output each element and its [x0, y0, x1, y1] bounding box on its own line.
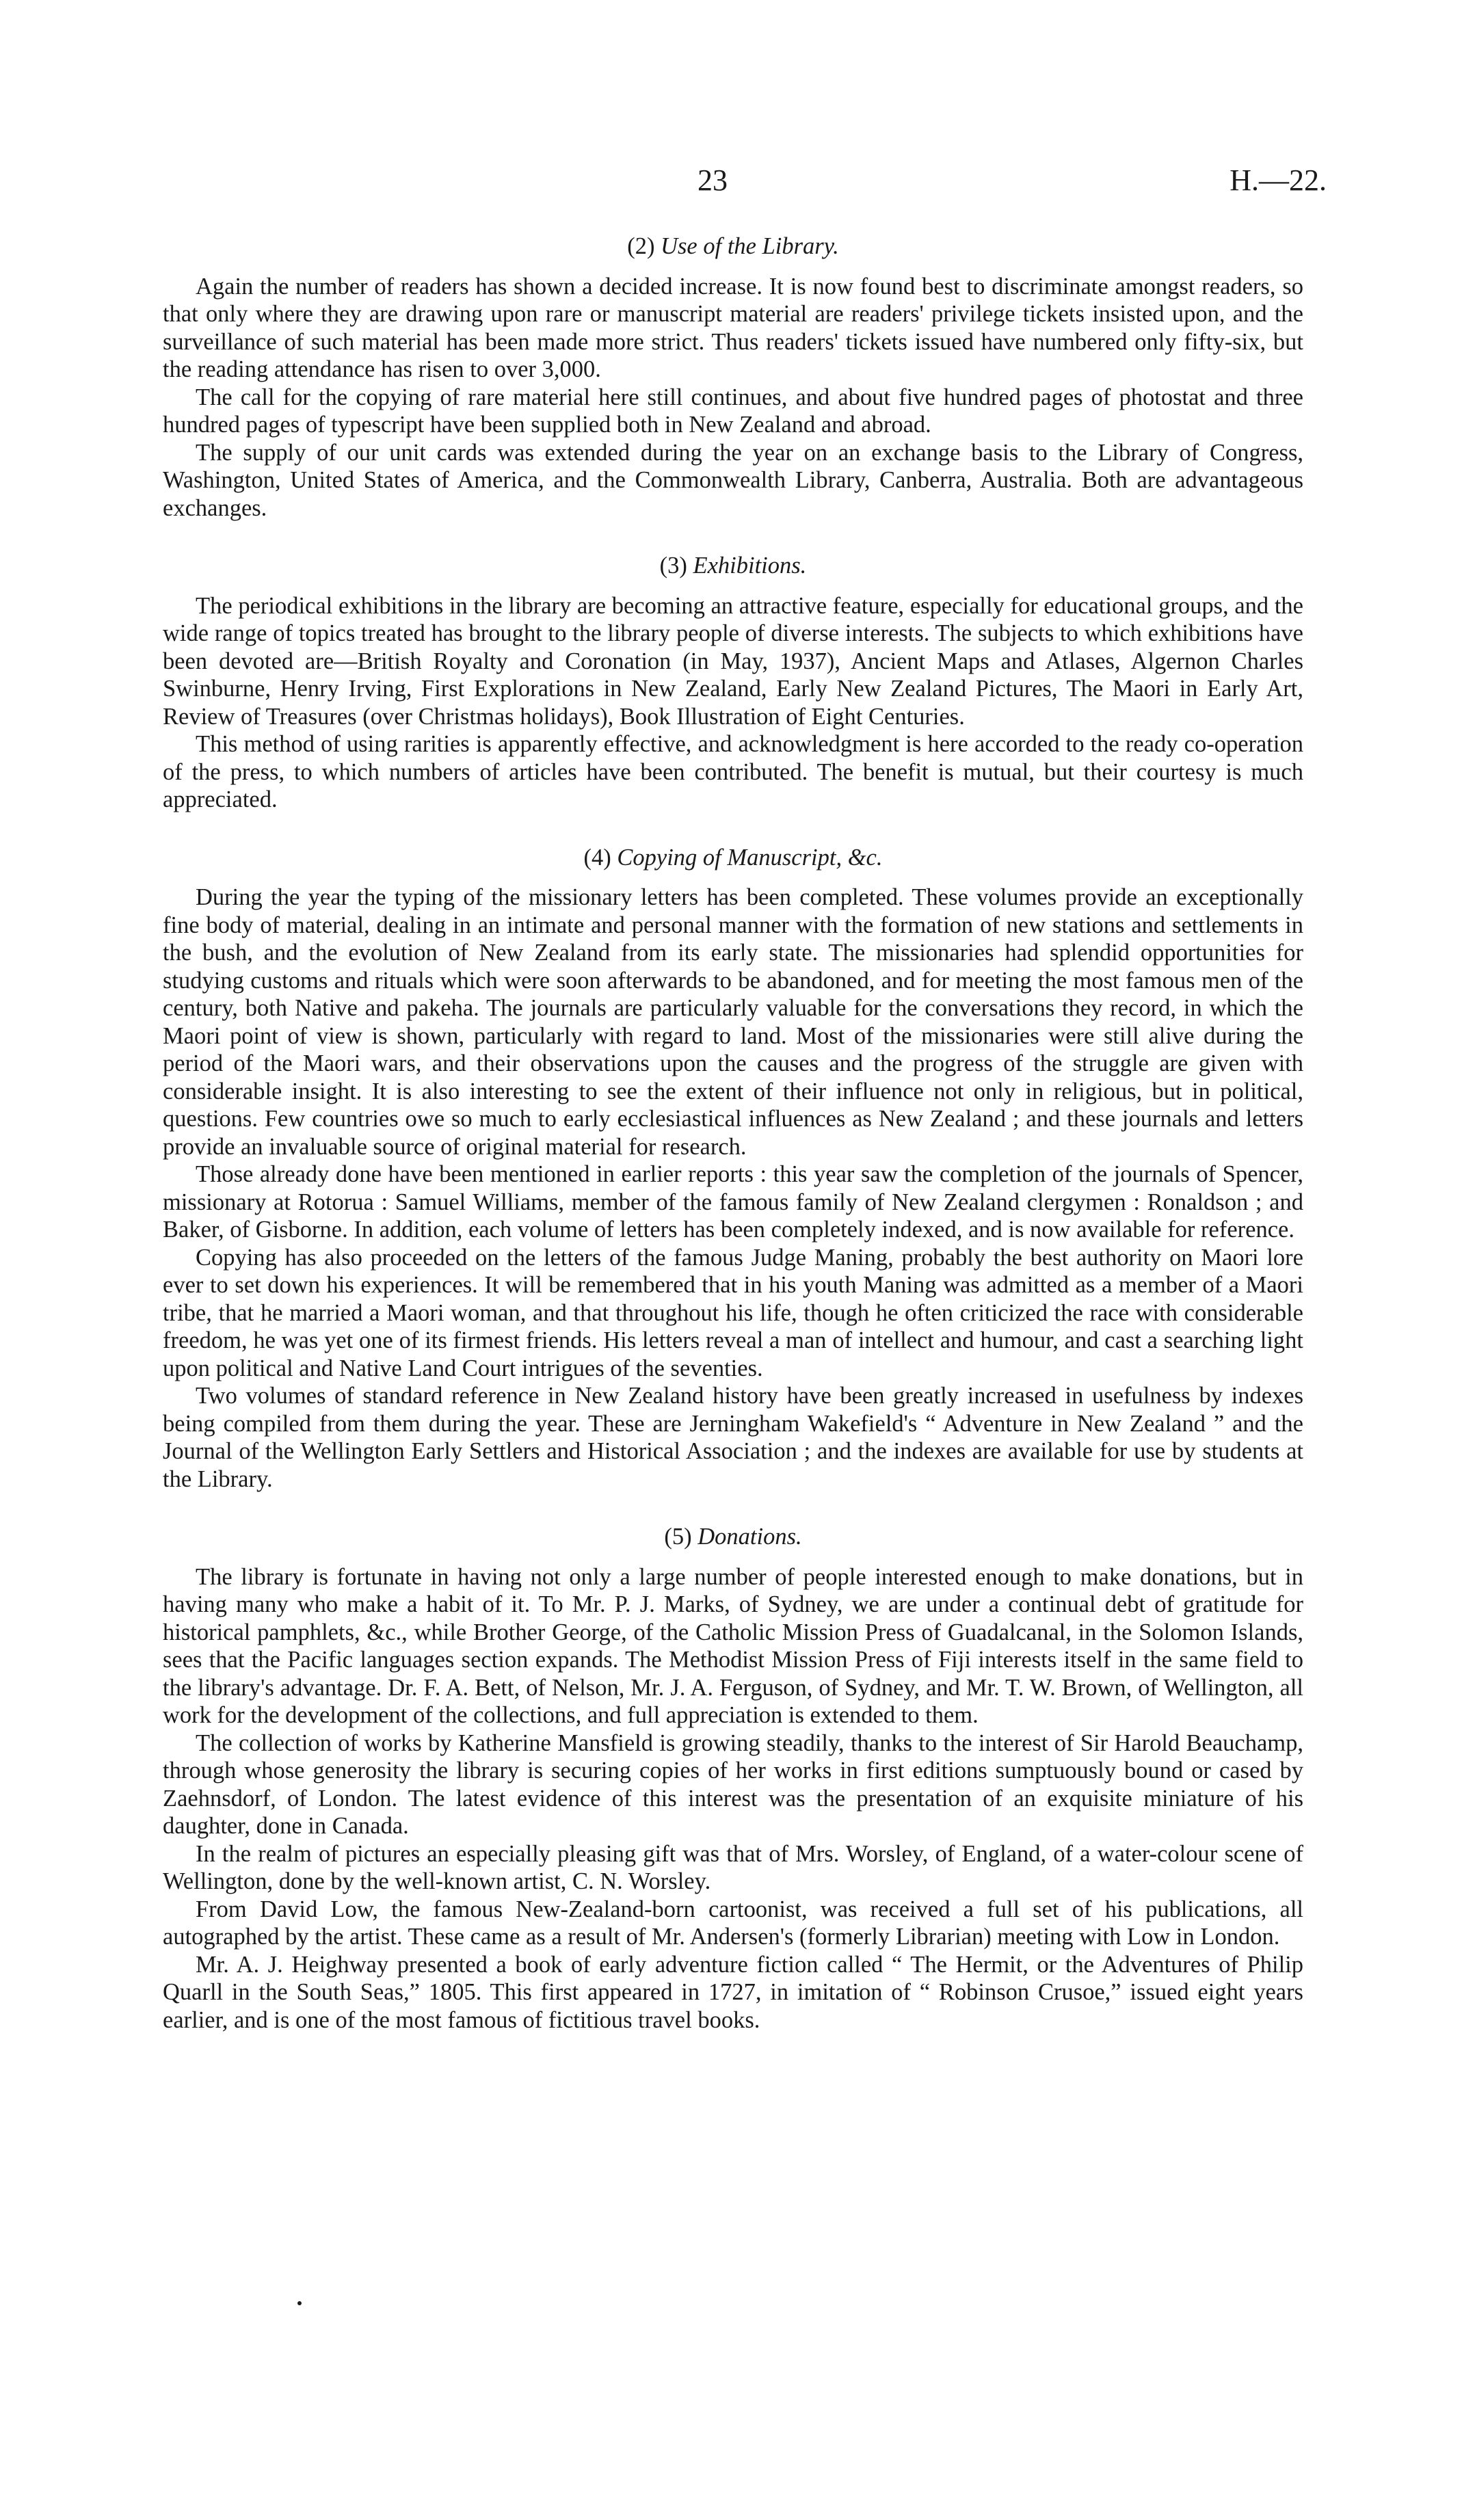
section-title: Donations.: [697, 1524, 802, 1550]
paragraph: Mr. A. J. Heighway presented a book of early adventure fiction called “ The Hermit, or the Adventures of Philip Quarll in the South Seas,” 1805. This first appeared in 1727, in imitation of “ Robinson Crusoe,” issued eight years earlier, and is one of the most famous of fictitious travel books.: [163, 1951, 1303, 2033]
paragraph: Again the number of readers has shown a decided increase. It is now found best to discriminate amongst readers, so that only where they are drawing upon rare or manuscript material are readers' privilege tickets insisted upon, and the surveillance of such material has been made more strict. Thus readers' tickets issued have numbered only fifty-six, but the reading attendance has risen to over 3,000.: [163, 273, 1303, 382]
section-title: Copying of Manuscript, &c.: [617, 844, 883, 871]
paragraph: The supply of our unit cards was extended during the year on an exchange basis to the Library of Congress, Washington, United States of America, and the Commonwealth Library, Canberra, Australia. Both are advantageous exchanges.: [163, 439, 1303, 521]
section-heading-use-of-library: [163, 233, 1303, 261]
page-number: 23: [697, 163, 728, 197]
section-title: Use of the Library.: [661, 233, 839, 259]
section-heading-exhibitions: [163, 552, 1303, 580]
section-number: (5): [664, 1524, 692, 1550]
paragraph: Copying has also proceeded on the letters of the famous Judge Maning, probably the best authority on Maori lore ever to set down his experiences. It will be remembered that in his youth Maning was admitted as a member of a Maori tribe, that he married a Maori woman, and that throughout his life, though he often criticized the race with considerable freedom, he was yet one of its firmest friends. His letters reveal a man of intellect and humour, and cast a searching light upon political and Native Land Court intrigues of the seventies.: [163, 1244, 1303, 1381]
stray-mark: [297, 2301, 302, 2305]
section-title: Exhibitions.: [693, 553, 807, 579]
paragraph: During the year the typing of the missionary letters has been completed. These volumes provide an exceptionally fine body of material, dealing in an intimate and personal manner with the formation of new stations and settlements in the bush, and the evolution of New Zealand from its early state. The missionaries had splendid opportunities for studying customs and rituals which were soon afterwards to be abandoned, and for meeting the most famous men of the century, both Native and pakeha. The journals are particularly valuable for the conversations they record, in which the Maori point of view is shown, particularly with regard to land. Most of the missionaries were still alive during the period of the Maori wars, and their observations upon the causes and the progress of the struggle are given with considerable insight. It is also interesting to see the extent of their influence not only in religious, but in political, questions. Few countries owe so much to early ecclesiastical influences as New Zealand ; and these journals and letters provide an invaluable source of original material for research.: [163, 884, 1303, 1160]
paragraph: The periodical exhibitions in the library are becoming an attractive feature, especially for educational groups, and the wide range of topics treated has brought to the library people of diverse interests. The subjects to which exhibitions have been devoted are—British Royalty and Coronation (in May, 1937), Ancient Maps and Atlases, Algernon Charles Swinburne, Henry Irving, First Explorations in New Zealand, Early New Zealand Pictures, The Maori in Early Art, Review of Treasures (over Christmas holidays), Book Illustration of Eight Centuries.: [163, 592, 1303, 730]
paragraph: The library is fortunate in having not only a large number of people interested enough to make donations, but in having many who make a habit of it. To Mr. P. J. Marks, of Sydney, we are under a continual debt of gratitude for historical pamphlets, &c., while Brother George, of the Catholic Mission Press of Guadalcanal, in the Solomon Islands, sees that the Pacific languages section expands. The Methodist Mission Press of Fiji interests itself in the same field to the library's advantage. Dr. F. A. Bett, of Nelson, Mr. J. A. Ferguson, of Sydney, and Mr. T. W. Brown, of Wellington, all work for the development of the collections, and full appreciation is extended to them.: [163, 1563, 1303, 1728]
section-number: (3): [659, 553, 687, 579]
paragraph: The collection of works by Katherine Mansfield is growing steadily, thanks to the interest of Sir Harold Beauchamp, through whose generosity the library is securing copies of her works in first editions sumptuously bound or cased by Zaehnsdorf, of London. The latest evidence of this interest was the presentation of an exquisite miniature of his daughter, done in Canada.: [163, 1729, 1303, 1839]
section-number: (4): [583, 844, 611, 871]
section-number: (2): [627, 233, 655, 259]
section-heading-copying-of-manuscript: [163, 844, 1303, 872]
paragraph: Those already done have been mentioned in earlier reports : this year saw the completion of the journals of Spencer, missionary at Rotorua : Samuel Williams, member of the famous family of New Zealand clergymen : Ronaldson ; and Baker, of Gisborne. In addition, each volume of letters has been completely indexed, and is now available for reference.: [163, 1161, 1303, 1243]
paragraph: Two volumes of standard reference in New Zealand history have been greatly increased in usefulness by indexes being compiled from them during the year. These are Jerningham Wakefield's “ Adventure in New Zealand ” and the Journal of the Wellington Early Settlers and Historical Association ; and the indexes are available for use by students at the Library.: [163, 1383, 1303, 1492]
paragraph: In the realm of pictures an especially pleasing gift was that of Mrs. Worsley, of England, of a water-colour scene of Wellington, done by the well-known artist, C. N. Worsley.: [163, 1840, 1303, 1894]
document-body: [163, 233, 1303, 2034]
document-reference: H.—22.: [1230, 163, 1327, 197]
paragraph: The call for the copying of rare material here still continues, and about five hundred pages of photostat and three hundred pages of typescript have been supplied both in New Zealand and abroad.: [163, 384, 1303, 438]
section-heading-donations: [163, 1523, 1303, 1551]
paragraph: This method of using rarities is apparently effective, and acknowledgment is here accorded to the ready co-operation of the press, to which numbers of articles have been contributed. The benefit is mutual, but their courtesy is much appreciated.: [163, 731, 1303, 812]
paragraph: From David Low, the famous New-Zealand-born cartoonist, was received a full set of his publications, all autographed by the artist. These came as a result of Mr. Andersen's (formerly Librarian) meeting with Low in London.: [163, 1896, 1303, 1950]
page-header: [0, 163, 1462, 211]
